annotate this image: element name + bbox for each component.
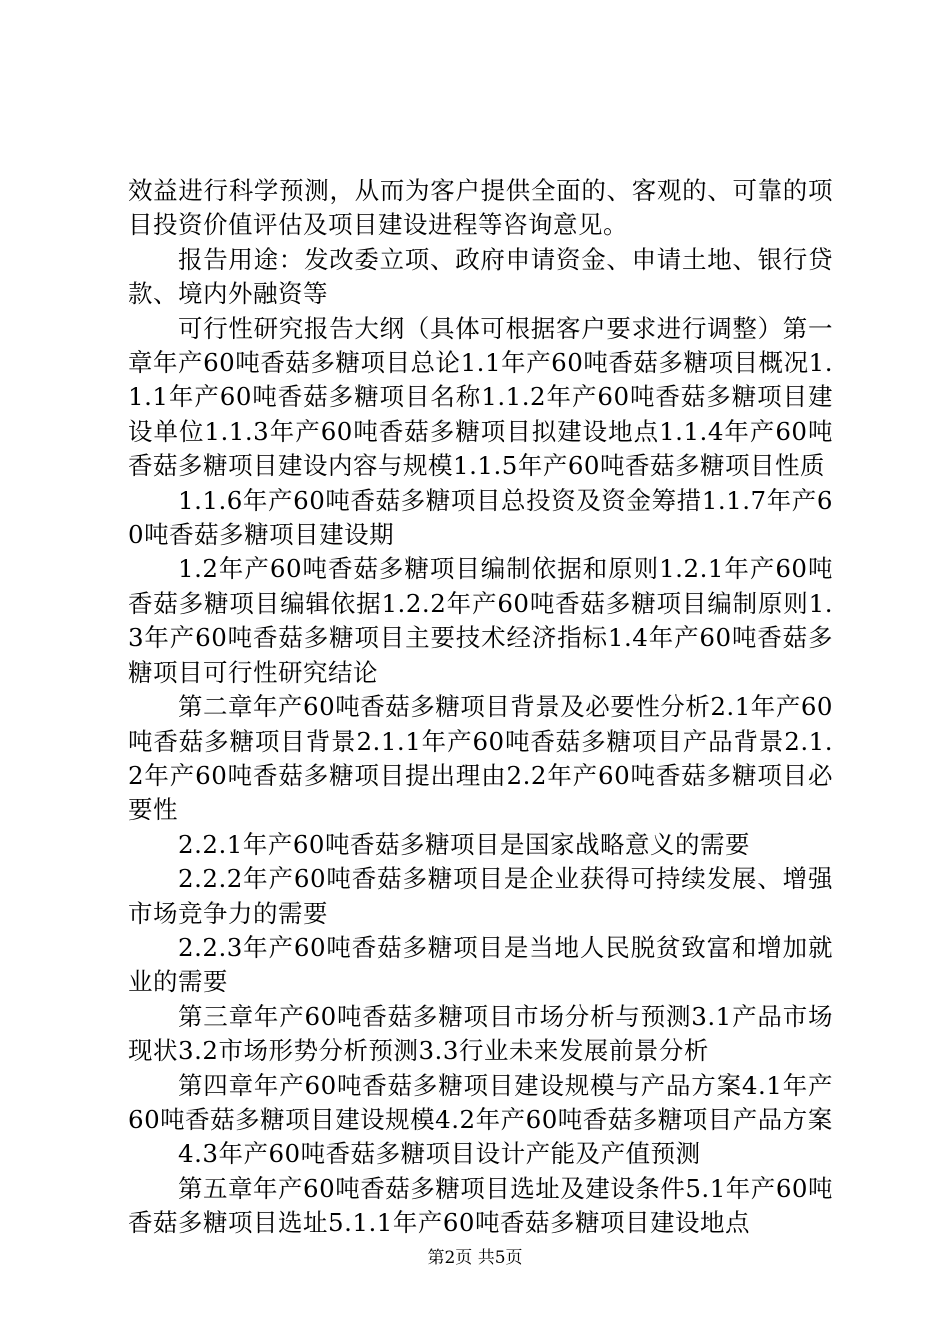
paragraph: 效益进行科学预测，从而为客户提供全面的、客观的、可靠的项目投资价值评估及项目建设进程等咨询意见。: [128, 176, 833, 240]
paragraph: 1.2年产60吨香菇多糖项目编制依据和原则1.2.1年产60吨香菇多糖项目编辑依据1.2.2年产60吨香菇多糖项目编制原则1.3年产60吨香菇多糖项目主要技术经济指标1.4年产60吨香菇多糖项目可行性研究结论: [128, 554, 833, 687]
paragraph: 第五章年产60吨香菇多糖项目选址及建设条件5.1年产60吨香菇多糖项目选址5.1.1年产60吨香菇多糖项目建设地点: [128, 1173, 833, 1238]
paragraph: 2.2.1年产60吨香菇多糖项目是国家战略意义的需要: [178, 829, 751, 859]
paragraph: 4.3年产60吨香菇多糖项目设计产能及产值预测: [178, 1139, 701, 1169]
document-body: [128, 174, 833, 1241]
paragraph: 2.2.3年产60吨香菇多糖项目是当地人民脱贫致富和增加就业的需要: [128, 932, 833, 997]
paragraph: 第四章年产60吨香菇多糖项目建设规模与产品方案4.1年产60吨香菇多糖项目建设规模4.2年产60吨香菇多糖项目产品方案: [128, 1070, 833, 1134]
paragraph: 可行性研究报告大纲（具体可根据客户要求进行调整）第一章年产60吨香菇多糖项目总论1.1年产60吨香菇多糖项目概况1.1.1年产60吨香菇多糖项目名称1.1.2年产60吨香菇多糖项目建设单位1.1.3年产60吨香菇多糖项目拟建设地点1.1.4年产60吨香菇多糖项目建设内容与规模1.1.5年产60吨香菇多糖项目性质: [128, 313, 833, 481]
paragraph: 报告用途：发改委立项、政府申请资金、申请土地、银行贷款、境内外融资等: [128, 244, 833, 309]
paragraph: 第三章年产60吨香菇多糖项目市场分析与预测3.1产品市场现状3.2市场形势分析预测3.3行业未来发展前景分析: [128, 1001, 833, 1066]
paragraph: 第二章年产60吨香菇多糖项目背景及必要性分析2.1年产60吨香菇多糖项目背景2.1.1年产60吨香菇多糖项目产品背景2.1.2年产60吨香菇多糖项目提出理由2.2年产60吨香菇多糖项目必要性: [128, 692, 833, 825]
paragraph: 2.2.2年产60吨香菇多糖项目是企业获得可持续发展、增强市场竞争力的需要: [128, 864, 833, 928]
paragraph: 1.1.6年产60吨香菇多糖项目总投资及资金筹措1.1.7年产60吨香菇多糖项目建设期: [128, 485, 833, 550]
page-number-footer: 第2页 共5页: [427, 1248, 523, 1268]
